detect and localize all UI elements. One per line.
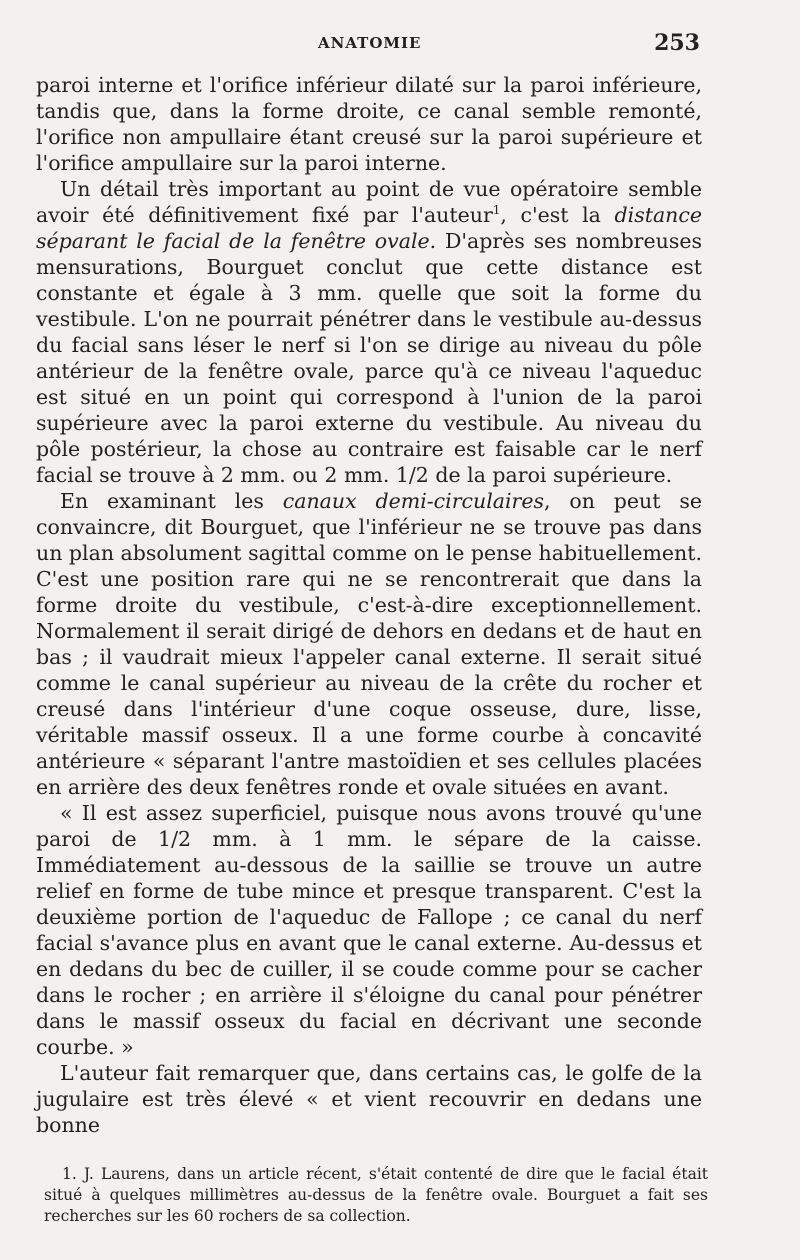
paragraph-3-part-b: , on peut se convaincre, dit Bourguet, que l'inférieur ne se trouve pas dans un plan absolument sagittal comme on le pense habituellement. C'est une position rare qui ne se rencontrerait que dans la forme droite du vestibule, c'est-à-dire exceptionnellement. Normalement il serait dirigé de dehors en dedans et de haut en bas ; il vaudrait mieux l'appeler canal externe. Il serait situé comme le canal supérieur au niveau de la crête du rocher et creusé dans l'intérieur d'une coque osseuse, dure, lisse, véritable massif osseux. Il a une forme courbe à concavité antérieure « séparant l'antre mastoïdien et ses cellules placées en arrière des deux fenêtres ronde et ovale situées en avant. bbox=[36, 489, 702, 799]
paragraph-3-part-a: En examinant les bbox=[60, 489, 283, 513]
paragraph-2-part-b: , c'est la bbox=[500, 203, 615, 227]
footnote-ref-1: 1 bbox=[492, 203, 501, 218]
paragraph-3-emphasis: canaux demi-circulaires bbox=[282, 489, 544, 513]
paragraph-2-emphasis: distance séparant le facial de la fenêtre ovale. bbox=[36, 203, 702, 253]
body-text bbox=[36, 72, 702, 1138]
paragraph-2 bbox=[36, 176, 702, 488]
paragraph-2-part-c: D'après ses nombreuses mensurations, Bourguet conclut que cette distance est constante et égale à 3 mm. quelle que soit la forme du vestibule. L'on ne pourrait pénétrer dans le vestibule au-dessus du facial sans léser le nerf si l'on se dirige au niveau du pôle antérieur de la fenêtre ovale, parce qu'à ce niveau l'aqueduc est situé en un point qui correspond à l'union de la paroi supérieure avec la paroi externe du vestibule. Au niveau du pôle postérieur, la chose au contraire est faisable car le nerf facial se trouve à 2 mm. ou 2 mm. 1/2 de la paroi supérieure. bbox=[36, 229, 702, 487]
paragraph-2-part-a: Un détail très important au point de vue opératoire semble avoir été définitivement fixé par l'auteur bbox=[36, 177, 702, 227]
paragraph-1: paroi interne et l'orifice inférieur dilaté sur la paroi inférieure, tandis que, dans la forme droite, ce canal semble remonté, l'orifice non ampullaire étant creusé sur la paroi supérieure et l'orifice ampullaire sur la paroi interne. bbox=[36, 73, 702, 175]
footnote-1: 1. J. Laurens, dans un article récent, s'était contenté de dire que le facial était situé à quelques millimètres au-dessus de la fenêtre ovale. Bourguet a fait ses recherches sur les 60 rochers de sa collection. bbox=[44, 1165, 708, 1225]
paragraph-4: « Il est assez superficiel, puisque nous avons trouvé qu'une paroi de 1/2 mm. à 1 mm. le sépare de la caisse. Immédiatement au-dessous de la saillie se trouve un autre relief en forme de tube mince et presque transparent. C'est la deuxième portion de l'aqueduc de Fallope ; ce canal du nerf facial s'avance plus en avant que le canal externe. Au-dessus et en dedans du bec de cuiller, il se coude comme pour se cacher dans le rocher ; en arrière il s'éloigne du canal pour pénétrer dans le massif osseux du facial en décrivant une seconde courbe. » bbox=[36, 801, 702, 1059]
running-head bbox=[0, 30, 800, 60]
page-number: 253 bbox=[654, 30, 700, 56]
footnotes bbox=[44, 1164, 708, 1227]
running-title: ANATOMIE bbox=[318, 34, 422, 52]
paragraph-5: L'auteur fait remarquer que, dans certains cas, le golfe de la jugulaire est très élevé « et vient recouvrir en dedans une bonne bbox=[36, 1061, 702, 1137]
paragraph-3 bbox=[36, 488, 702, 800]
